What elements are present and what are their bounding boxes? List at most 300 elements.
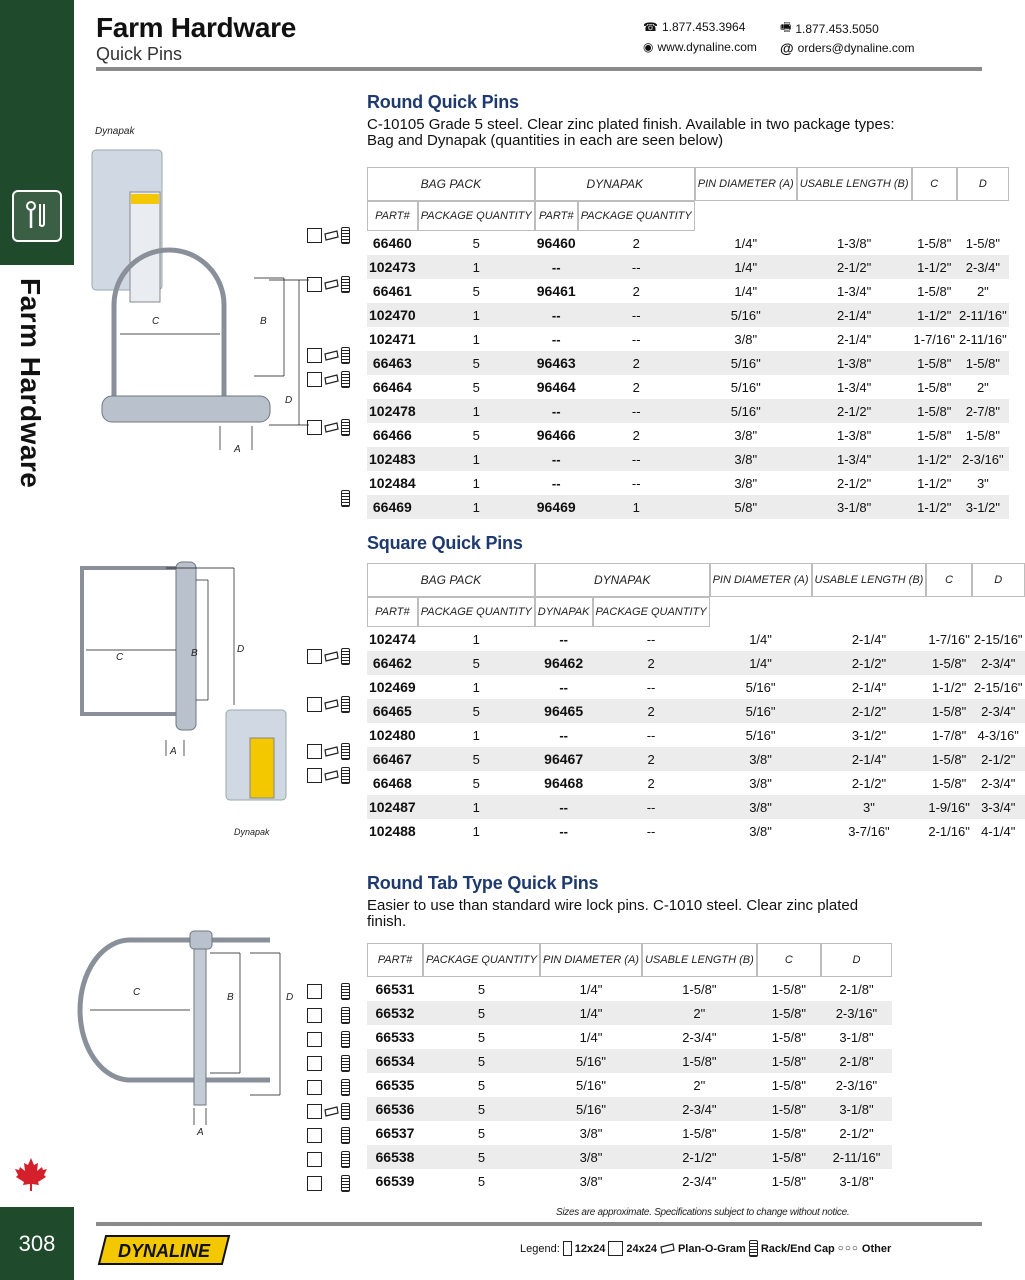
table-cell: 102469: [369, 679, 416, 695]
endcap-icon: [341, 276, 350, 293]
col-d: D: [957, 167, 1009, 201]
table-cell: 1-9/16": [926, 795, 971, 819]
24x24-icon: [307, 768, 322, 783]
table-cell: 66538: [367, 1145, 423, 1169]
endcap-icon: [341, 983, 350, 1000]
table-cell: --: [559, 823, 568, 839]
table-cell: --: [551, 475, 561, 491]
dim-b-label: B: [260, 316, 267, 327]
endcap-icon: [341, 419, 350, 436]
web-contact[interactable]: ◉ www.dynaline.com: [643, 40, 757, 54]
table-cell: 1: [472, 727, 480, 743]
dim-d-label: D: [285, 395, 293, 406]
planogram-icon: [324, 279, 339, 290]
sq-col-dyn-qty: PACKAGE QUANTITY: [593, 597, 710, 627]
table-cell: 102473: [367, 255, 418, 279]
table-cell: 1: [472, 679, 480, 695]
table-row: [367, 351, 1009, 375]
svg-text:DYNALINE: DYNALINE: [117, 1241, 211, 1261]
package-icons: [307, 1079, 350, 1096]
table-row: [367, 495, 1009, 519]
endcap-icon: [341, 1007, 350, 1024]
table-cell: 66467: [367, 747, 418, 771]
table-cell: 2: [632, 427, 640, 443]
table-cell: 5/16": [745, 727, 776, 743]
table-cell: 2-1/4": [797, 303, 912, 327]
table-cell: 102488: [369, 823, 416, 839]
table-cell: 3/8": [579, 1125, 603, 1141]
package-icons: [307, 419, 350, 436]
table-cell: --: [578, 447, 695, 471]
table-cell: 1/4": [734, 235, 758, 251]
24x24-icon: [307, 348, 322, 363]
table-cell: 66464: [372, 379, 412, 395]
table-cell: 5: [472, 283, 480, 299]
table-cell: 1: [418, 447, 535, 471]
endcap-icon: [341, 1151, 350, 1168]
sq-col-part: PART#: [367, 597, 418, 627]
table-cell: 5: [418, 651, 535, 675]
table-cell: 1-3/4": [797, 447, 912, 471]
table-cell: 2-11/16": [821, 1145, 892, 1169]
24x24-icon: [307, 420, 322, 435]
table-cell: --: [646, 727, 656, 743]
package-icons: [307, 648, 350, 665]
maple-leaf-icon: [14, 1156, 48, 1192]
table-cell: 5: [423, 1097, 540, 1121]
table-cell: 1-5/8": [926, 699, 971, 723]
24x24-icon: [307, 1008, 322, 1023]
footer-divider: [96, 1222, 982, 1226]
table-cell: --: [631, 331, 641, 347]
table-cell: 5/16": [695, 303, 797, 327]
package-icons: [307, 743, 350, 760]
table-cell: 66532: [367, 1001, 423, 1025]
package-icons: [307, 1103, 350, 1120]
table-cell: 5: [472, 775, 480, 791]
table-cell: 3": [812, 795, 927, 819]
square-pins-table: [367, 563, 1025, 843]
table-cell: 2-1/2": [851, 775, 887, 791]
square-pin-image: [76, 560, 308, 840]
col-usable-len: USABLE LENGTH (B): [797, 167, 912, 201]
table-cell: 1: [418, 495, 535, 519]
table-cell: 96463: [535, 351, 578, 375]
endcap-icon: [341, 1031, 350, 1048]
table-cell: 1/4": [749, 631, 772, 647]
24x24-icon: [307, 1176, 322, 1191]
table-cell: 2-3/16": [957, 447, 1009, 471]
phone-contact: ☎ 1.877.453.3964: [643, 20, 746, 34]
table-cell: 2-3/4": [682, 1029, 717, 1045]
legend-endcap-icon: [749, 1240, 758, 1257]
table-row: [367, 1025, 892, 1049]
table-cell: 66465: [367, 699, 418, 723]
sq-col-dynapak: DYNAPAK: [535, 597, 593, 627]
table-cell: 1-3/4": [836, 379, 872, 395]
fax-contact: 🖷 1.877.453.5050: [780, 18, 879, 39]
table-cell: 2: [632, 379, 640, 395]
table-row: [367, 1049, 892, 1073]
table-cell: 4-1/4": [981, 823, 1016, 839]
table-cell: 66534: [367, 1049, 423, 1073]
table-cell: 1-5/8": [771, 1125, 806, 1141]
sq-dynapak-label: Dynapak: [234, 827, 270, 837]
table-cell: 2-1/8": [821, 1049, 892, 1073]
table-cell: 2-1/4": [851, 631, 887, 647]
table-cell: --: [535, 795, 593, 819]
legend: Legend: 12x24 24x24 Plan-O-Gram Rack/End Cap ○○○ Other: [520, 1240, 891, 1257]
col-pkg-qty: PACKAGE QUANTITY: [418, 201, 535, 231]
table-cell: 1/4": [734, 283, 758, 299]
table-row: [367, 977, 892, 1001]
table-cell: 102480: [369, 727, 416, 743]
table-row: [367, 1001, 892, 1025]
table-row: [367, 771, 1025, 795]
table-cell: 1/4": [579, 981, 603, 997]
table-cell: 3-1/8": [821, 1097, 892, 1121]
table-cell: 3/8": [540, 1145, 642, 1169]
table-cell: 1: [472, 331, 480, 347]
24x24-icon: [307, 744, 322, 759]
table-cell: 5/16": [540, 1097, 642, 1121]
table-cell: 66469: [367, 495, 418, 519]
dim-a-label: A: [234, 444, 241, 455]
table-cell: 2: [632, 283, 640, 299]
table-cell: 96469: [535, 495, 578, 519]
table-cell: 2-3/4": [642, 1097, 757, 1121]
table-row: [367, 747, 1025, 771]
table-cell: 96468: [544, 775, 584, 791]
table-cell: 2-3/4": [957, 255, 1009, 279]
table-row: [367, 1169, 892, 1193]
sq-col-pin-dia: PIN DIAMETER (A): [710, 563, 812, 597]
tab-dim-d-label: D: [286, 992, 294, 1003]
table-cell: 2-1/2": [972, 747, 1025, 771]
table-cell: --: [646, 631, 656, 647]
package-icons: [307, 490, 350, 507]
table-cell: 3/8": [710, 795, 812, 819]
table-cell: 1: [472, 631, 480, 647]
table-cell: --: [535, 447, 578, 471]
24x24-icon: [307, 1032, 322, 1047]
table-cell: 3-1/8": [839, 1029, 874, 1045]
table-cell: 1-5/8": [757, 1049, 821, 1073]
fax-icon: 🖷: [780, 20, 792, 34]
table-row: [367, 1145, 892, 1169]
sq-col-usable-len: USABLE LENGTH (B): [812, 563, 927, 597]
endcap-icon: [341, 347, 350, 364]
legend-24x24-icon: [608, 1241, 623, 1256]
table-cell: 5: [423, 1145, 540, 1169]
table-cell: 2-1/4": [836, 331, 872, 347]
tab-dim-c-label: C: [133, 987, 141, 998]
table-cell: 3/8": [734, 475, 758, 491]
table-cell: 5: [418, 747, 535, 771]
table-cell: 66535: [375, 1077, 415, 1093]
table-cell: 2-3/16": [835, 1077, 878, 1093]
table-cell: 96460: [536, 235, 576, 251]
table-cell: 1: [418, 795, 535, 819]
endcap-icon: [341, 696, 350, 713]
table-cell: 1-5/8": [957, 351, 1009, 375]
tab-col-pkg-qty: PACKAGE QUANTITY: [423, 943, 540, 977]
table-cell: 2: [647, 775, 655, 791]
table-cell: --: [646, 823, 656, 839]
at-icon: @: [780, 40, 794, 56]
dynapak-label: Dynapak: [95, 126, 135, 137]
page-subtitle: Quick Pins: [96, 44, 183, 64]
table-cell: 2-1/4": [851, 679, 887, 695]
sq-col-group-dynapak: DYNAPAK: [535, 563, 710, 597]
table-cell: 5: [423, 1001, 540, 1025]
24x24-icon: [307, 1080, 322, 1095]
table-cell: 1-1/2": [912, 303, 957, 327]
table-cell: 2-1/2": [836, 475, 872, 491]
round-pin-image: [84, 120, 314, 460]
endcap-icon: [341, 648, 350, 665]
24x24-icon: [307, 277, 322, 292]
phone-icon: ☎: [643, 20, 658, 34]
table-cell: 2-1/2": [797, 255, 912, 279]
endcap-icon: [341, 1175, 350, 1192]
table-cell: 1-1/2": [917, 475, 952, 491]
endcap-icon: [341, 371, 350, 388]
table-cell: 5: [423, 1049, 540, 1073]
table-cell: 2: [593, 747, 710, 771]
tab-section-desc: Easier to use than standard wire lock pins. C-1010 steel. Clear zinc plated finish.: [367, 897, 859, 930]
table-cell: --: [631, 475, 641, 491]
table-cell: 2-15/16": [973, 679, 1023, 695]
table-cell: 1-7/8": [931, 727, 967, 743]
endcap-icon: [341, 1127, 350, 1144]
tab-pin-image: [70, 925, 300, 1140]
table-cell: 1-5/8": [917, 283, 952, 299]
table-cell: 1-3/4": [836, 283, 872, 299]
table-row: [367, 675, 1025, 699]
table-row: [367, 819, 1025, 843]
table-cell: 66533: [375, 1029, 415, 1045]
table-cell: 1-7/16": [928, 631, 970, 647]
24x24-icon: [307, 1152, 322, 1167]
table-cell: 2": [642, 1001, 757, 1025]
table-cell: 1/4": [579, 1029, 603, 1045]
table-row: [367, 231, 1009, 255]
table-cell: 2": [976, 379, 989, 395]
legend-12x24-icon: [563, 1241, 572, 1256]
tab-pins-table: [367, 943, 892, 1193]
24x24-icon: [307, 697, 322, 712]
table-cell: --: [535, 399, 578, 423]
round-section-desc: C-10105 Grade 5 steel. Clear zinc plated finish. Available in two package types: Bag and Dynapak (quantities in each are seen below): [367, 116, 895, 149]
table-cell: 1: [418, 303, 535, 327]
package-icons: [307, 1175, 350, 1192]
table-row: [367, 1073, 892, 1097]
table-row: [367, 795, 1025, 819]
col-dyn-part: PART#: [535, 201, 578, 231]
table-cell: 3/8": [734, 427, 758, 443]
table-cell: 1: [472, 823, 480, 839]
table-cell: 1-1/2": [931, 679, 967, 695]
globe-icon: ◉: [643, 40, 654, 54]
package-icons: [307, 347, 350, 364]
24x24-icon: [307, 372, 322, 387]
table-cell: 1-5/8": [682, 1125, 717, 1141]
pin-icon: [12, 190, 62, 242]
table-cell: 1-3/8": [836, 235, 872, 251]
table-cell: 2-1/16": [928, 823, 970, 839]
table-row: [367, 651, 1025, 675]
table-cell: 66468: [372, 775, 412, 791]
table-cell: 3/8": [749, 823, 772, 839]
table-cell: 5: [477, 981, 486, 997]
table-cell: 1-5/8": [682, 981, 717, 997]
table-cell: 66461: [372, 283, 412, 299]
table-cell: 5/16": [695, 399, 797, 423]
table-cell: 1-1/2": [912, 255, 957, 279]
table-cell: 66536: [367, 1097, 423, 1121]
endcap-icon: [341, 743, 350, 760]
table-cell: 1/4": [540, 1001, 642, 1025]
table-cell: 102470: [367, 303, 418, 327]
table-cell: 1-5/8": [642, 1049, 757, 1073]
table-cell: 5/16": [576, 1077, 606, 1093]
planogram-icon: [324, 770, 339, 781]
table-cell: 2-11/16": [959, 331, 1007, 347]
package-icons: [307, 276, 350, 293]
package-icons: [307, 227, 350, 244]
24x24-icon: [307, 1128, 322, 1143]
table-cell: 102487: [367, 795, 418, 819]
col-part: PART#: [367, 201, 418, 231]
table-cell: 1-5/8": [912, 399, 957, 423]
sq-col-pkg-qty: PACKAGE QUANTITY: [418, 597, 535, 627]
table-cell: 66537: [375, 1125, 415, 1141]
planogram-icon: [324, 746, 339, 757]
table-cell: 5: [418, 351, 535, 375]
table-cell: 1-5/8": [757, 1097, 821, 1121]
24x24-icon: [307, 228, 322, 243]
endcap-icon: [341, 767, 350, 784]
table-cell: 3/8": [579, 1173, 603, 1189]
table-cell: 96464: [536, 379, 576, 395]
round-pins-table: [367, 167, 1009, 519]
dim-c-label: C: [152, 316, 160, 327]
col-group-dynapak: DYNAPAK: [535, 167, 695, 201]
table-cell: 5: [477, 1173, 486, 1189]
table-cell: 2-3/4": [981, 775, 1016, 791]
table-cell: 1-5/8": [757, 1001, 821, 1025]
table-cell: 1: [418, 399, 535, 423]
24x24-icon: [307, 649, 322, 664]
table-cell: --: [535, 255, 578, 279]
table-cell: 5/16": [695, 351, 797, 375]
table-row: [367, 627, 1025, 651]
table-cell: 2-11/16": [957, 303, 1009, 327]
table-cell: 2-7/8": [957, 399, 1009, 423]
table-cell: 1-3/8": [797, 351, 912, 375]
table-cell: 2-1/2": [797, 399, 912, 423]
table-cell: 5: [477, 1029, 486, 1045]
table-cell: 1-5/8": [926, 747, 971, 771]
table-cell: 3-1/2": [851, 727, 887, 743]
tab-dim-b-label: B: [227, 992, 234, 1003]
sidebar: [0, 0, 74, 1280]
table-cell: 1-3/8": [836, 427, 872, 443]
table-cell: 2-3/4": [972, 651, 1025, 675]
table-cell: 5: [472, 379, 480, 395]
table-cell: 1-5/8": [917, 235, 952, 251]
footnote: Sizes are approximate. Specifications subject to change without notice.: [556, 1207, 850, 1218]
table-cell: 3/8": [710, 747, 812, 771]
table-cell: 1/4": [710, 651, 812, 675]
sq-dim-b-label: B: [191, 648, 198, 659]
col-pin-dia: PIN DIAMETER (A): [695, 167, 797, 201]
table-cell: 2: [632, 235, 640, 251]
table-cell: --: [578, 303, 695, 327]
table-row: [367, 255, 1009, 279]
header-divider: [96, 67, 982, 71]
table-cell: 2-1/8": [839, 981, 874, 997]
endcap-icon: [341, 1079, 350, 1096]
24x24-icon: [307, 1056, 322, 1071]
col-dyn-qty: PACKAGE QUANTITY: [578, 201, 695, 231]
package-icons: [307, 1055, 350, 1072]
col-c: C: [912, 167, 957, 201]
tab-col-c: C: [757, 943, 821, 977]
table-cell: 5/8": [695, 495, 797, 519]
table-cell: 2-1/2": [839, 1125, 874, 1141]
table-row: [367, 1121, 892, 1145]
table-cell: 5/16": [540, 1049, 642, 1073]
table-cell: 96467: [535, 747, 593, 771]
sq-col-d: D: [972, 563, 1025, 597]
planogram-icon: [324, 422, 339, 433]
planogram-icon: [324, 1106, 339, 1117]
planogram-icon: [324, 651, 339, 662]
sq-dim-c-label: C: [116, 652, 124, 663]
planogram-icon: [324, 374, 339, 385]
table-row: [367, 471, 1009, 495]
package-icons: [307, 1031, 350, 1048]
table-cell: 1-5/8": [771, 1173, 806, 1189]
24x24-icon: [307, 984, 322, 999]
table-cell: 1: [472, 475, 480, 491]
tab-dim-a-label: A: [197, 1127, 204, 1138]
table-cell: 1-5/8": [771, 1077, 806, 1093]
table-cell: 3/8": [749, 775, 772, 791]
endcap-icon: [341, 1103, 350, 1120]
package-icons: [307, 1151, 350, 1168]
endcap-icon: [341, 490, 350, 507]
table-cell: 96461: [536, 283, 576, 299]
table-cell: 2": [693, 1077, 706, 1093]
table-cell: 3-1/8": [839, 1173, 874, 1189]
table-cell: 66466: [372, 427, 412, 443]
table-cell: 2-1/2": [812, 651, 927, 675]
table-row: [367, 723, 1025, 747]
table-cell: 5: [472, 235, 480, 251]
square-section-title: Square Quick Pins: [367, 533, 523, 553]
email-contact[interactable]: @ orders@dynaline.com: [780, 40, 915, 56]
sq-col-c: C: [926, 563, 971, 597]
table-cell: --: [593, 795, 710, 819]
table-cell: 5/16": [745, 679, 776, 695]
page-number: 308: [0, 1207, 74, 1280]
table-cell: 1-5/8": [965, 427, 1000, 443]
table-cell: 3/8": [695, 447, 797, 471]
table-cell: --: [535, 303, 578, 327]
